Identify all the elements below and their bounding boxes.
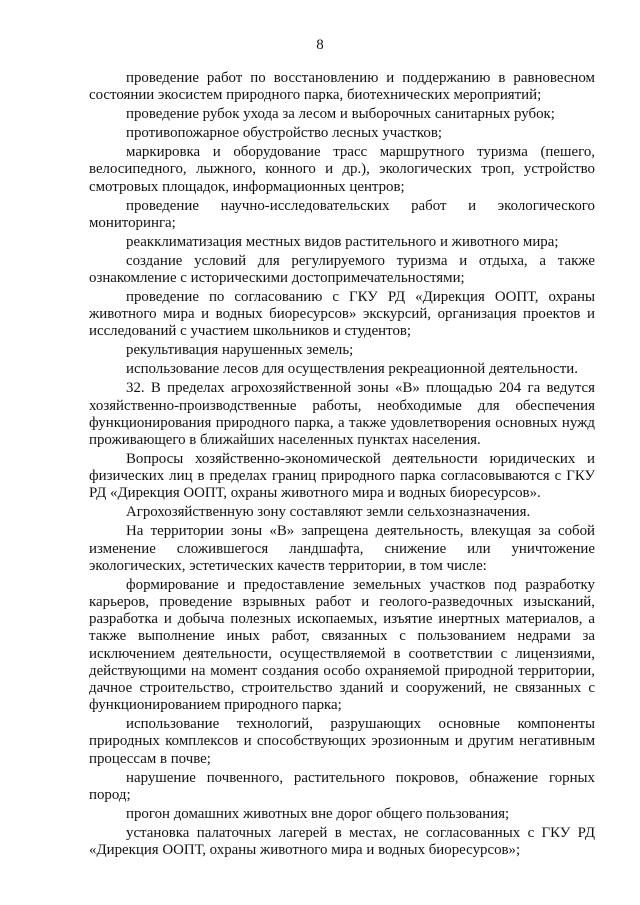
paragraph: Агрохозяйственную зону составляют земли сельхозназначения.: [126, 504, 531, 521]
paragraph: формирование и предоставление земельных участков под разработку карьеров, проведение взрывных работ и геолого-разведочных изысканий, разработка и добыча полезных ископаемых, изъятие инертных материалов, а также выполнение иных работ, связанных с пользованием недрами за исключением деятельности, осуществляемой в соответствии с лицензиями, действующими на момент создания особо охраняемой природной территории, дачное строительство, строительство зданий и сооружений, не связанных с функционированием природного парка;: [89, 576, 595, 714]
paragraph: прогон домашних животных вне дорог общего пользования;: [126, 805, 510, 822]
paragraph: маркировка и оборудование трасс маршрутного туризма (пешего, велосипедного, лыжного, конного и др.), экологических троп, устройство смотровых площадок, информационных центров;: [89, 144, 595, 195]
page-number: 8: [316, 37, 324, 53]
paragraph: создание условий для регулируемого туризма и отдыха, а также ознакомление с историческими достопримечательностями;: [89, 252, 595, 287]
paragraph: реакклиматизация местных видов растительного и животного мира;: [126, 233, 559, 250]
paragraph: проведение рубок ухода за лесом и выборочных санитарных рубок;: [126, 106, 555, 123]
paragraph: На территории зоны «В» запрещена деятельность, влекущая за собой изменение сложившегося ландшафта, снижение или уничтожение экологических, эстетических качеств территории, в том числе:: [89, 523, 595, 574]
paragraph: противопожарное обустройство лесных участков;: [126, 125, 443, 142]
paragraph: проведение работ по восстановлению и поддержанию в равновесном состоянии экосистем природного парка, биотехнических мероприятий;: [89, 70, 595, 104]
paragraph: проведение научно-исследовательских работ и экологического мониторинга;: [89, 197, 595, 231]
paragraph: нарушение почвенного, растительного покровов, обнажение горных пород;: [89, 769, 595, 803]
paragraph: использование лесов для осуществления рекреационной деятельности.: [126, 361, 578, 378]
paragraph: Вопросы хозяйственно-экономической деятельности юридических и физических лиц в пределах границ природного парка согласовываются с ГКУ РД «Дирекция ООПТ, охраны животного мира и водных биоресурсов».: [89, 451, 595, 502]
document-body: [89, 70, 595, 861]
paragraph: рекультивация нарушенных земель;: [126, 342, 354, 359]
paragraph: проведение по согласованию с ГКУ РД «Дирекция ООПТ, охраны животного мира и водных биоресурсов» экскурсий, организация проектов и исследований с участием школьников и студентов;: [89, 289, 595, 340]
paragraph: использование технологий, разрушающих основные компоненты природных комплексов и способствующих эрозионным и другим негативным процессам в почве;: [89, 716, 595, 767]
paragraph: установка палаточных лагерей в местах, не согласованных с ГКУ РД «Дирекция ООПТ, охраны животного мира и водных биоресурсов»;: [89, 824, 595, 859]
paragraph: 32. В пределах агрохозяйственной зоны «В» площадью 204 га ведутся хозяйственно-производственные работы, необходимые для обеспечения функционирования природного парка, а также удовлетворения основных нужд проживающего в ближайших населенных пунктах населения.: [89, 380, 595, 449]
